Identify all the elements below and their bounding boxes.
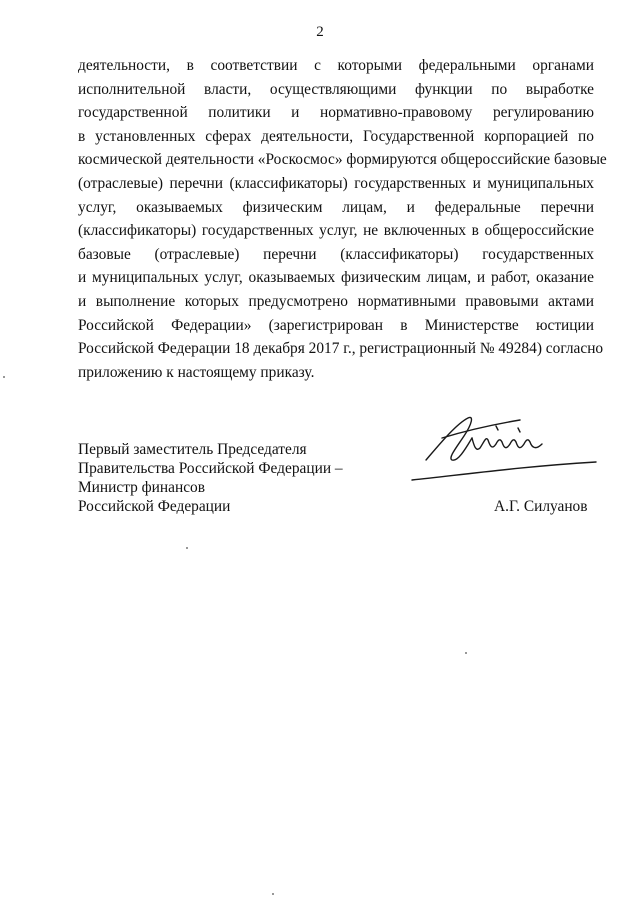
text-line: государственной политики и нормативно-правовому регулированию	[78, 104, 594, 122]
text-line: деятельности, в соответствии с которыми федеральными органами	[78, 57, 594, 74]
text-line: и муниципальных услуг, оказываемых физическим лицам, и работ, оказание	[78, 269, 594, 287]
text-line: в установленных сферах деятельности, Государственной корпорацией по	[78, 127, 594, 145]
signatory-title-line: Правительства Российской Федерации –	[78, 460, 343, 477]
signatory-title	[78, 440, 343, 516]
text-line: (классификаторы) государственных услуг, не включенных в общероссийские	[78, 222, 594, 240]
signer-name: А.Г. Силуанов	[494, 498, 588, 515]
text-line: услуг, оказываемых физическим лицам, и федеральные перечни	[78, 198, 594, 216]
scan-speck	[465, 652, 467, 654]
text-line: (отраслевые) перечни (классификаторы) государственных и муниципальных	[78, 174, 594, 192]
text-line: базовые (отраслевые) перечни (классификаторы) государственных	[78, 245, 594, 263]
signatory-title-line: Первый заместитель Председателя	[78, 441, 307, 458]
page-number: 2	[316, 24, 324, 40]
text-line: Российской Федерации 18 декабря 2017 г., регистрационный № 49284) согласно	[78, 340, 604, 358]
scan-speck	[186, 547, 188, 549]
scan-speck	[272, 893, 274, 895]
text-line: исполнительной власти, осуществляющими функции по выработке	[78, 80, 594, 98]
handwritten-signature	[408, 408, 600, 484]
text-line: и выполнение которых предусмотрено нормативными правовыми актами	[78, 292, 594, 310]
scan-speck	[3, 376, 5, 378]
text-line: Российской Федерации» (зарегистрирован в Министерстве юстиции	[78, 316, 594, 334]
text-line: приложению к настоящему приказу.	[78, 363, 315, 381]
signatory-title-line: Российской Федерации	[78, 498, 231, 515]
text-line: космической деятельности «Роскосмос» формируются общероссийские базовые	[78, 151, 607, 169]
body-paragraph	[78, 54, 607, 384]
signatory-title-line: Министр финансов	[78, 479, 205, 496]
